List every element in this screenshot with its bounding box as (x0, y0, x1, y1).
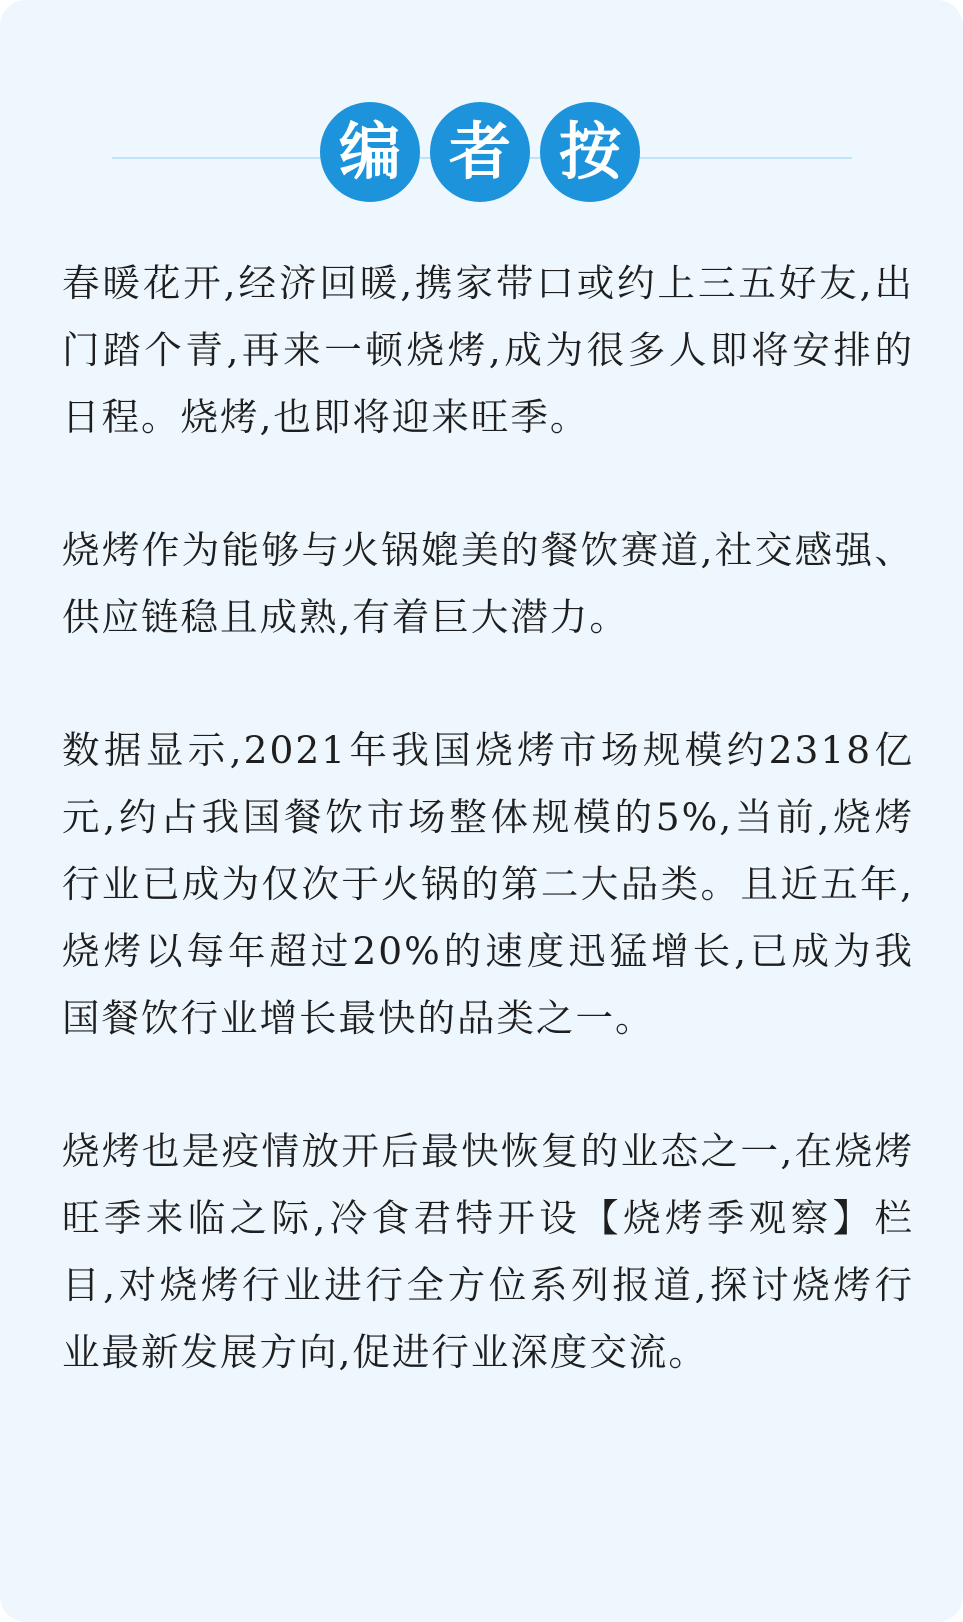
article-body (62, 250, 914, 1452)
title-badges (320, 102, 640, 208)
title-badge-2: 者 (430, 102, 530, 202)
paragraph-column-intro: 烧烤也是疫情放开后最快恢复的业态之一,在烧烤旺季来临之际,冷食君特开设【烧烤季观察】栏目,对烧烤行业进行全方位系列报道,探讨烧烤行业最新发展方向,促进行业深度交流。 (62, 1129, 914, 1374)
paragraph-potential: 烧烤作为能够与火锅媲美的餐饮赛道,社交感强、供应链稳且成熟,有着巨大潜力。 (62, 528, 914, 639)
paragraph-intro: 春暖花开,经济回暖,携家带口或约上三五好友,出门踏个青,再来一顿烧烤,成为很多人即将安排的日程。烧烤,也即将迎来旺季。 (62, 261, 914, 439)
title-badge-3: 按 (540, 102, 640, 202)
title-badge-1: 编 (320, 102, 420, 202)
section-header (0, 100, 963, 210)
paragraph-market-data: 数据显示,2021年我国烧烤市场规模约2318亿元,约占我国餐饮市场整体规模的5%,当前,烧烤行业已成为仅次于火锅的第二大品类。且近五年,烧烤以每年超过20%的速度迅猛增长,已成为我国餐饮行业增长最快的品类之一。 (62, 728, 914, 1040)
